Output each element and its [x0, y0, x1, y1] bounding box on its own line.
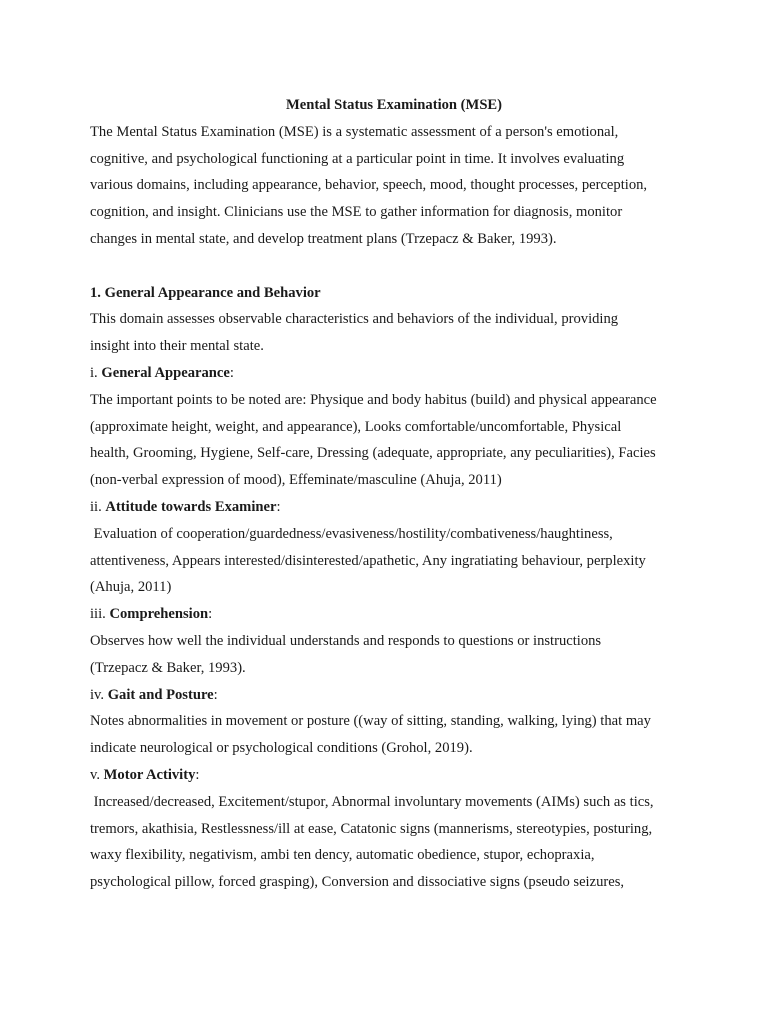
subsection-label: Comprehension [109, 606, 209, 623]
subsection-comprehension [90, 601, 690, 681]
intro-line: various domains, including appearance, behavior, speech, mood, thought processes, perception, [90, 177, 648, 194]
subsection-general-appearance [90, 360, 690, 494]
intro-line: changes in mental state, and develop treatment plans (Trzepacz & Baker, 1993). [90, 230, 557, 247]
subsection-line: Evaluation of cooperation/guardedness/evasiveness/hostility/combativeness/haughtiness, [90, 525, 613, 542]
subsection-line: psychological pillow, forced grasping), Conversion and dissociative signs (pseudo seizures, [90, 874, 625, 891]
subsection-colon: : [213, 686, 218, 703]
subsection-heading [90, 762, 690, 789]
intro-line: cognitive, and psychological functioning at a particular point in time. It involves evaluating [90, 150, 625, 167]
subsection-numeral: ii. [90, 498, 106, 515]
subsection-numeral: v. [90, 766, 104, 783]
intro-line: The Mental Status Examination (MSE) is a systematic assessment of a person's emotional, [90, 123, 619, 140]
subsection-label: Motor Activity [103, 766, 196, 783]
subsection-colon: : [195, 766, 200, 783]
subsection-line: waxy flexibility, negativism, ambi ten dency, automatic obedience, stupor, echopraxia, [90, 847, 595, 864]
subsection-line: tremors, akathisia, Restlessness/ill at ease, Catatonic signs (mannerisms, stereotypies, posturing, [90, 820, 653, 837]
subsection-line: attentiveness, Appears interested/disinterested/apathetic, Any ingratiating behaviour, perplexity [90, 552, 646, 569]
intro-paragraph [90, 119, 690, 253]
subsection-numeral: iii. [90, 606, 110, 623]
document-body [90, 92, 690, 896]
paragraph-spacer [90, 253, 690, 280]
subsection-heading [90, 360, 690, 387]
subsection-line: Observes how well the individual understands and responds to questions or instructions [90, 632, 602, 649]
subsection-label: Gait and Posture [107, 686, 214, 703]
subsection-motor-activity [90, 762, 690, 896]
subsection-line: (non-verbal expression of mood), Effeminate/masculine (Ahuja, 2011) [90, 472, 502, 489]
subsection-line: health, Grooming, Hygiene, Self-care, Dressing (adequate, appropriate, any peculiarities), Facies [90, 445, 656, 462]
subsection-heading [90, 682, 690, 709]
subsection-gait-and-posture [90, 682, 690, 762]
subsection-line: indicate neurological or psychological conditions (Grohol, 2019). [90, 740, 473, 757]
section-intro-line: This domain assesses observable characteristics and behaviors of the individual, providing [90, 311, 619, 328]
subsection-colon: : [229, 364, 234, 381]
subsection-colon: : [276, 498, 281, 515]
subsection-numeral: iv. [90, 686, 108, 703]
document-title: Mental Status Examination (MSE) [285, 97, 503, 113]
subsection-line: (Ahuja, 2011) [90, 579, 172, 596]
subsection-label: General Appearance [101, 364, 230, 381]
subsection-line: (approximate height, weight, and appearance), Looks comfortable/uncomfortable, Physical [90, 418, 622, 435]
subsection-colon: : [208, 606, 213, 623]
subsection-label: Attitude towards Examiner [105, 498, 277, 515]
intro-line: cognition, and insight. Clinicians use the MSE to gather information for diagnosis, monitor [90, 204, 623, 221]
section-intro-line: insight into their mental state. [90, 338, 264, 355]
subsection-line: The important points to be noted are: Physique and body habitus (build) and physical appearance [90, 391, 657, 408]
section-intro [90, 306, 690, 360]
subsection-attitude-towards-examiner [90, 494, 690, 601]
subsection-numeral: i. [90, 364, 102, 381]
section-heading: 1. General Appearance and Behavior [90, 284, 321, 301]
subsection-line: Increased/decreased, Excitement/stupor, Abnormal involuntary movements (AIMs) such as tics, [90, 793, 654, 810]
subsection-heading [90, 601, 690, 628]
subsection-line: Notes abnormalities in movement or posture ((way of sitting, standing, walking, lying) that may [90, 713, 651, 730]
subsection-heading [90, 494, 690, 521]
subsection-line: (Trzepacz & Baker, 1993). [90, 659, 246, 676]
